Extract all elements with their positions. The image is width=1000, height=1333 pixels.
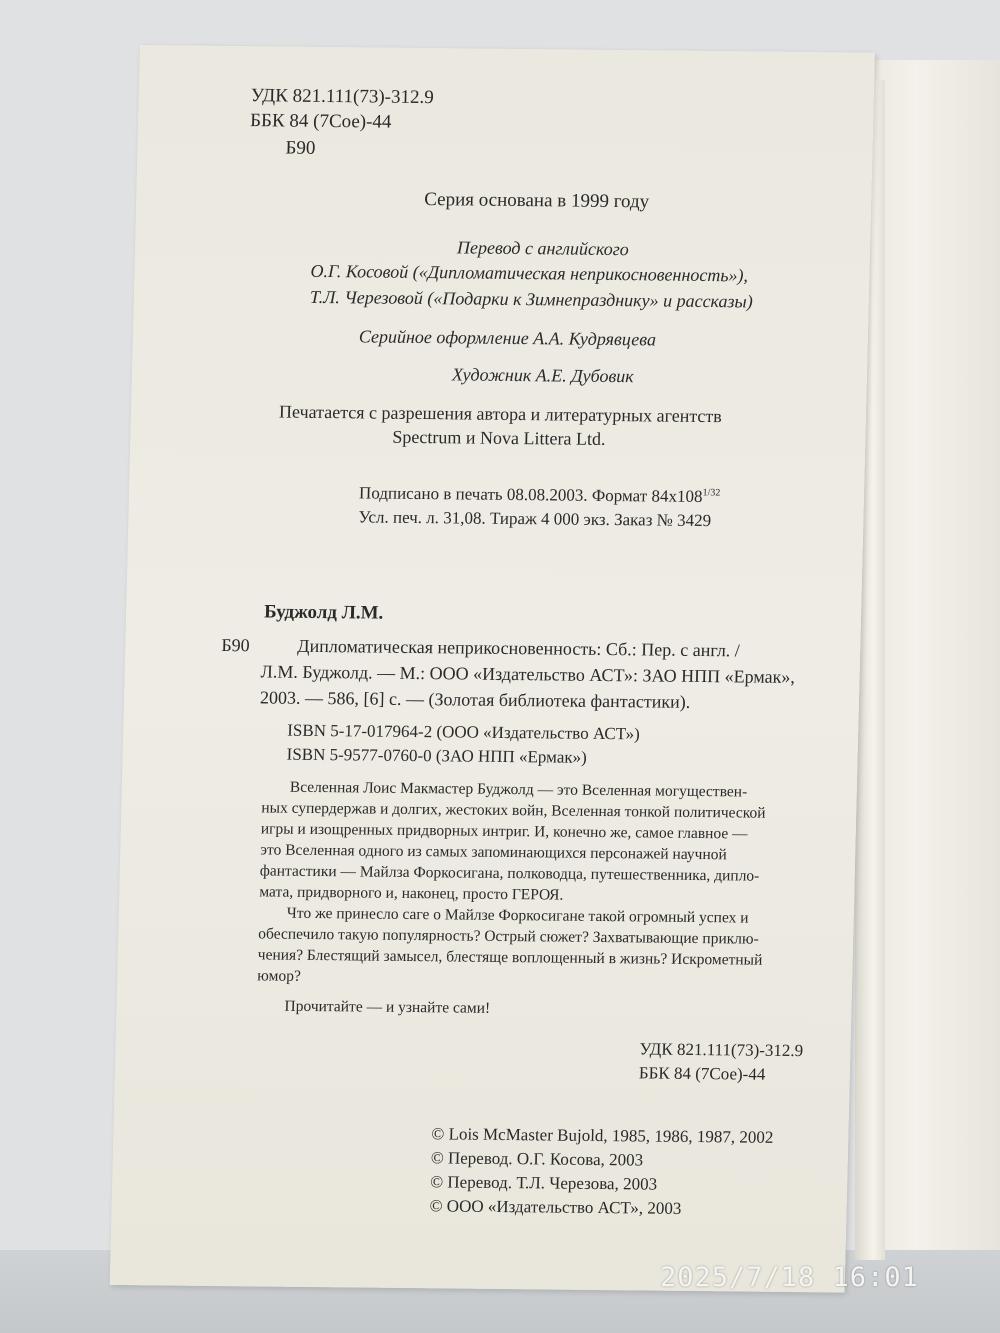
isbn-2: ISBN 5-9577-0760-0 (ЗАО НПП «Ермак») <box>286 744 588 767</box>
copyright-line: © Перевод. О.Г. Косова, 2003 <box>430 1148 644 1170</box>
translator-1: О.Г. Косовой («Дипломатическая неприкосновенность»), <box>310 260 749 286</box>
annotation-line: игры и изощренных придворных интриг. И, конечно же, самое главное — <box>260 820 748 843</box>
permission-line-2: Spectrum и Nova Littera Ltd. <box>392 426 606 449</box>
series-design: Серийное оформление А.А. Кудрявцева <box>358 326 657 350</box>
series-note: Серия основана в 1999 году <box>423 189 650 213</box>
translation-title: Перевод с английского <box>456 237 630 260</box>
permission-line-1: Печатается с разрешения автора и литературных агентств <box>278 401 723 427</box>
artist: Художник А.Е. Дубовик <box>451 364 634 387</box>
annotation-line: ных супердержав и долгих, жестоких войн, Вселенная тонкой политической <box>261 799 766 822</box>
copyright-line: © Lois McMaster Bujold, 1985, 1986, 1987, 2002 <box>431 1124 774 1147</box>
annotation-line: Что же принесло саге о Майлзе Форкосигане такой огромный успех и <box>286 904 749 927</box>
translator-2: Т.Л. Черезовой («Подарки к Зимнепразднику» и рассказы) <box>309 286 753 312</box>
header-code: Б90 <box>285 137 316 159</box>
catalog-line-3: 2003. — 586, [6] с. — (Золотая библиотека фантастики). <box>259 687 691 712</box>
catalog-code: Б90 <box>221 634 250 656</box>
annotation-line: чения? Блестящий замысел, блестяще воплощенный в жизнь? Искрометный <box>257 946 763 969</box>
format-fraction: 1/32 <box>702 487 721 499</box>
header-bbk: ББК 84 (7Сое)-44 <box>249 110 392 133</box>
footer-bbk: ББК 84 (7Сое)-44 <box>638 1063 766 1084</box>
annotation-line: это Вселенная одного из самых запоминающихся персонажей научной <box>260 841 727 864</box>
annotation-line: обеспечило такую популярность? Острый сюжет? Захватывающие приклю- <box>258 925 759 948</box>
annotation-line: Вселенная Лоис Макмастер Буджолд — это Вселенная могуществен- <box>289 778 748 801</box>
catalog-line-2: Л.М. Буджолд. — М.: ООО «Издательство АСТ»: ЗАО НПП «Ермак», <box>260 661 796 687</box>
catalog-author: Буджолд Л.М. <box>263 601 384 624</box>
header-udk: УДК 821.111(73)-312.9 <box>250 85 434 109</box>
print-info-line-2: Усл. печ. л. 31,08. Тираж 4 000 экз. Заказ № 3429 <box>358 507 712 531</box>
book-page <box>110 45 875 1293</box>
print-info-line-1 <box>359 484 721 505</box>
copyright-line: © ООО «Издательство АСТ», 2003 <box>429 1196 682 1218</box>
isbn-1: ISBN 5-17-017964-2 (ООО «Издательство АСТ») <box>287 720 641 744</box>
annotation-line: юмор? <box>257 967 302 985</box>
annotation-line: фантастики — Майлза Форкосигана, полководца, путешественника, дипло- <box>259 862 760 885</box>
annotation-line: мата, придворного и, наконец, просто ГЕРОЯ. <box>259 883 564 904</box>
footer-udk: УДК 821.111(73)-312.9 <box>639 1039 804 1061</box>
copyright-line: © Перевод. Т.Л. Черезова, 2003 <box>430 1172 658 1194</box>
annotation-closing: Прочитайте — и узнайте сами! <box>284 997 491 1017</box>
photo-timestamp: 2025/7/18 16:01 <box>660 1262 919 1293</box>
print-info-text: Подписано в печать 08.08.2003. Формат 84x108 <box>358 483 703 506</box>
catalog-line-1: Дипломатическая неприкосновенность: Сб.: Пер. с англ. / <box>297 635 741 661</box>
